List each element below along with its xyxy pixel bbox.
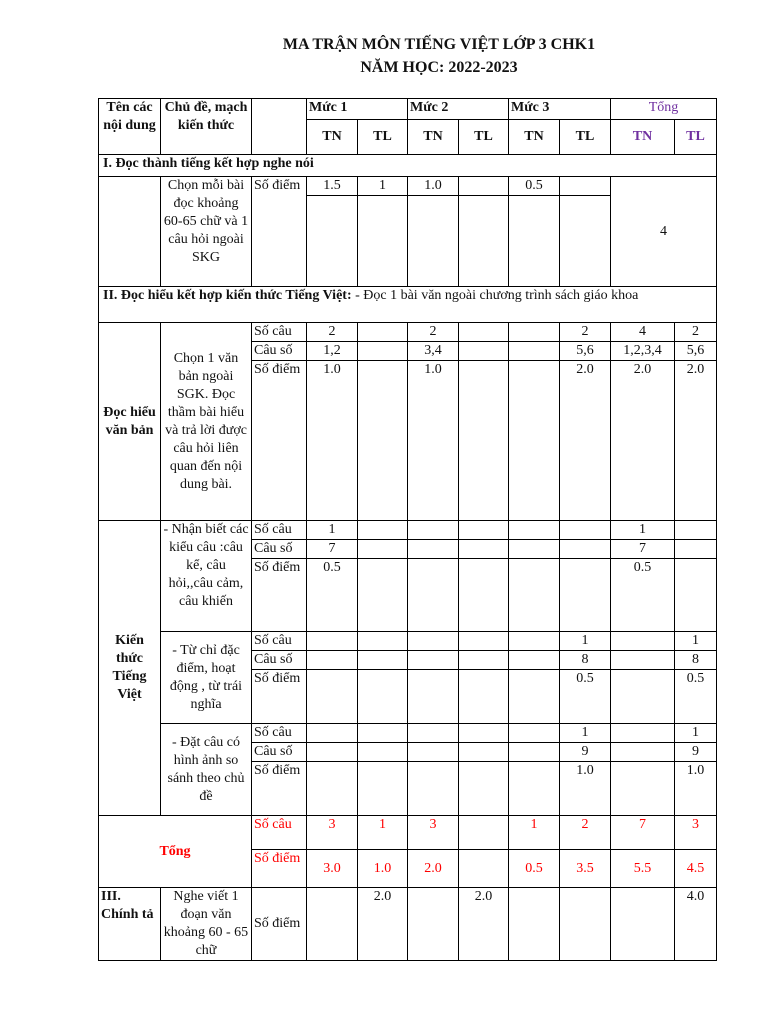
cell: 3 — [675, 816, 717, 850]
cell: 1 — [509, 816, 560, 850]
header-m3-tl: TL — [560, 120, 611, 155]
cell — [459, 540, 509, 559]
kt-g3-topic: - Đặt câu có hình ảnh so sánh theo chủ đề — [161, 724, 252, 816]
cell: 2 — [408, 323, 459, 342]
section2-heading-bold: II. Đọc hiểu kết hợp kiến thức Tiếng Việt: — [103, 288, 352, 303]
section3-topic: Nghe viết 1 đoạn văn khoảng 60 - 65 chữ — [161, 888, 252, 961]
row-label: Số điểm — [252, 670, 307, 724]
cell — [459, 651, 509, 670]
cell — [675, 559, 717, 632]
cell: 5,6 — [675, 342, 717, 361]
cell — [509, 342, 560, 361]
cell: 1 — [307, 521, 358, 540]
cell: 8 — [560, 651, 611, 670]
document-title: MA TRẬN MÔN TIẾNG VIỆT LỚP 3 CHK1 — [282, 36, 596, 53]
doc-hieu-topic: Chọn 1 văn bản ngoài SGK. Đọc thầm bài hiểu và trả lời được câu hỏi liên quan đến nội dung bài. — [161, 323, 252, 521]
cell — [509, 670, 560, 724]
cell — [358, 670, 408, 724]
section2-heading — [99, 287, 717, 323]
cell — [358, 724, 408, 743]
cell — [358, 651, 408, 670]
cell — [675, 521, 717, 540]
cell: 1,2 — [307, 342, 358, 361]
cell: 1,2,3,4 — [611, 342, 675, 361]
cell: 2 — [675, 323, 717, 342]
cell — [358, 521, 408, 540]
tong-name: Tổng — [99, 816, 252, 888]
cell: 9 — [560, 743, 611, 762]
cell — [509, 196, 560, 287]
section3-name: III. Chính tả — [99, 888, 161, 961]
cell: 4 — [611, 323, 675, 342]
row-label: Số điểm — [252, 762, 307, 816]
cell: 4.5 — [675, 850, 717, 888]
cell — [611, 888, 675, 961]
s1-m1-tl: 1 — [358, 177, 408, 196]
kt-g2-topic: - Từ chỉ đặc điểm, hoạt động , từ trái nghĩa — [161, 632, 252, 724]
cell — [459, 670, 509, 724]
cell: 4.0 — [675, 888, 717, 961]
row-label: Câu số — [252, 342, 307, 361]
cell — [358, 323, 408, 342]
doc-hieu-name: Đọc hiểu văn bản — [99, 323, 161, 521]
cell — [459, 196, 509, 287]
cell — [509, 888, 560, 961]
s1-m2-tn: 1.0 — [408, 177, 459, 196]
cell: 8 — [675, 651, 717, 670]
header-m1-tl: TL — [358, 120, 408, 155]
cell — [611, 762, 675, 816]
header-total-tn: TN — [611, 120, 675, 155]
header-m3-tn: TN — [509, 120, 560, 155]
cell — [560, 540, 611, 559]
cell — [408, 196, 459, 287]
cell: 2.0 — [675, 361, 717, 521]
cell — [408, 743, 459, 762]
cell — [611, 724, 675, 743]
cell: 0.5 — [675, 670, 717, 724]
cell: 1 — [560, 724, 611, 743]
cell — [307, 670, 358, 724]
cell: 1.0 — [408, 361, 459, 521]
cell — [459, 816, 509, 850]
section1-label: Số điểm — [252, 177, 307, 287]
cell — [408, 724, 459, 743]
cell — [408, 559, 459, 632]
header-muc2: Mức 2 — [408, 99, 509, 120]
header-total-tl: TL — [675, 120, 717, 155]
cell — [408, 762, 459, 816]
s1-total: 4 — [611, 177, 717, 287]
row-label: Số câu — [252, 632, 307, 651]
row-label: Câu số — [252, 743, 307, 762]
cell — [509, 632, 560, 651]
row-label: Số câu — [252, 724, 307, 743]
cell — [459, 743, 509, 762]
cell: 1 — [611, 521, 675, 540]
cell — [459, 850, 509, 888]
row-label: Số điểm — [252, 559, 307, 632]
cell — [611, 743, 675, 762]
cell: 1.0 — [675, 762, 717, 816]
cell: 2.0 — [459, 888, 509, 961]
cell — [358, 540, 408, 559]
cell: 1 — [675, 632, 717, 651]
cell: 1.0 — [358, 850, 408, 888]
cell — [358, 743, 408, 762]
header-muc3: Mức 3 — [509, 99, 611, 120]
row-label: Câu số — [252, 651, 307, 670]
cell: 2 — [560, 816, 611, 850]
cell — [560, 888, 611, 961]
cell: 3 — [307, 816, 358, 850]
school-year: NĂM HỌC: 2022-2023 — [360, 59, 518, 76]
cell: 3.5 — [560, 850, 611, 888]
header-m2-tn: TN — [408, 120, 459, 155]
header-m2-tl: TL — [459, 120, 509, 155]
cell — [358, 361, 408, 521]
cell — [459, 177, 509, 196]
cell — [358, 342, 408, 361]
cell — [358, 762, 408, 816]
cell: 1.0 — [307, 361, 358, 521]
cell — [408, 540, 459, 559]
section1-blank — [99, 177, 161, 287]
cell — [307, 632, 358, 651]
kien-thuc-name: Kiến thức Tiếng Việt — [99, 521, 161, 816]
cell: 5.5 — [611, 850, 675, 888]
cell — [459, 361, 509, 521]
cell — [358, 196, 408, 287]
cell: 3.0 — [307, 850, 358, 888]
cell: 1 — [675, 724, 717, 743]
cell: 7 — [611, 540, 675, 559]
cell: 0.5 — [560, 670, 611, 724]
cell — [307, 743, 358, 762]
s1-m3-tn: 0.5 — [509, 177, 560, 196]
cell — [560, 559, 611, 632]
kt-g1-topic: - Nhận biết các kiểu câu :câu kể, câu hỏi,,câu cảm, câu khiến — [161, 521, 252, 632]
cell: 7 — [611, 816, 675, 850]
cell — [560, 521, 611, 540]
cell — [459, 521, 509, 540]
cell — [675, 540, 717, 559]
cell — [459, 559, 509, 632]
s1-m1-tn: 1.5 — [307, 177, 358, 196]
cell — [459, 762, 509, 816]
header-muc1: Mức 1 — [307, 99, 408, 120]
cell — [459, 342, 509, 361]
row-label: Số câu — [252, 323, 307, 342]
exam-matrix-table — [98, 98, 717, 961]
cell: 0.5 — [509, 850, 560, 888]
row-label: Câu số — [252, 540, 307, 559]
cell: 1 — [560, 632, 611, 651]
cell: 1 — [358, 816, 408, 850]
cell: 7 — [307, 540, 358, 559]
row-label: Số điểm — [252, 361, 307, 521]
cell: 2.0 — [408, 850, 459, 888]
cell: 0.5 — [611, 559, 675, 632]
cell: 0.5 — [307, 559, 358, 632]
cell — [307, 762, 358, 816]
cell — [611, 670, 675, 724]
section3-label: Số điểm — [252, 888, 307, 961]
tong-sodiem-label: Số điểm — [252, 850, 307, 888]
cell — [509, 762, 560, 816]
cell: 1.0 — [560, 762, 611, 816]
cell: 2 — [307, 323, 358, 342]
cell: 9 — [675, 743, 717, 762]
cell — [408, 888, 459, 961]
cell: 2.0 — [611, 361, 675, 521]
cell — [509, 559, 560, 632]
row-label: Số câu — [252, 521, 307, 540]
section1-heading: I. Đọc thành tiếng kết hợp nghe nói — [99, 155, 717, 177]
section2-heading-rest: - Đọc 1 bài văn ngoài chương trình sách giáo khoa — [351, 288, 639, 303]
cell — [307, 888, 358, 961]
header-m1-tn: TN — [307, 120, 358, 155]
cell: 2.0 — [358, 888, 408, 961]
cell — [307, 651, 358, 670]
cell — [509, 651, 560, 670]
cell — [459, 724, 509, 743]
cell: 3 — [408, 816, 459, 850]
cell — [459, 632, 509, 651]
cell — [509, 724, 560, 743]
cell — [509, 743, 560, 762]
cell — [408, 670, 459, 724]
cell — [358, 559, 408, 632]
cell: 2.0 — [560, 361, 611, 521]
cell — [611, 632, 675, 651]
cell — [611, 651, 675, 670]
header-chude: Chủ đề, mạch kiến thức — [161, 99, 252, 155]
cell — [358, 632, 408, 651]
cell — [509, 521, 560, 540]
cell — [560, 177, 611, 196]
tong-socau-label: Số câu — [252, 816, 307, 850]
cell — [408, 651, 459, 670]
cell — [509, 323, 560, 342]
cell — [459, 323, 509, 342]
cell — [560, 196, 611, 287]
cell: 2 — [560, 323, 611, 342]
cell — [408, 521, 459, 540]
cell: 5,6 — [560, 342, 611, 361]
header-tong: Tổng — [611, 99, 717, 120]
cell — [307, 196, 358, 287]
cell — [408, 632, 459, 651]
cell — [509, 540, 560, 559]
header-ten: Tên các nội dung — [99, 99, 161, 155]
header-blank — [252, 99, 307, 155]
cell — [307, 724, 358, 743]
cell: 3,4 — [408, 342, 459, 361]
section1-topic: Chọn mỗi bài đọc khoảng 60-65 chữ và 1 câu hỏi ngoài SKG — [161, 177, 252, 287]
cell — [509, 361, 560, 521]
